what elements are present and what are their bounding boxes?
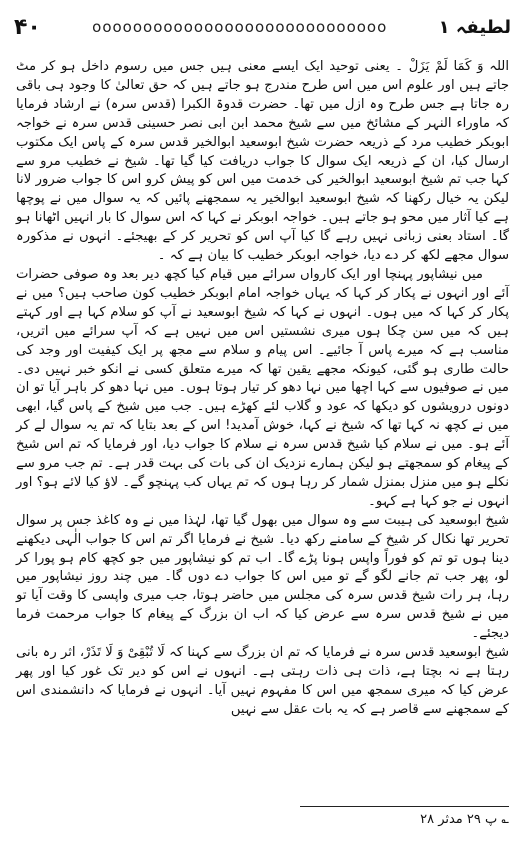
footnote: ؎ پ ۲۹ مدثر ۲۸ [420, 812, 509, 827]
paragraph: شیخ ابوسعید کی ہیبت سے وہ سوال میں بھول گیا تھا، لہٰذا میں نے وہ کاغذ جس پر سوال تحریر تھا نکال کر شیخ کے سامنے رکھ دیا۔ شیخ نے فرمایا اگر تم اس کا جواب الٰہی دیکھنے دینا ہوں تو تم کو فوراً واپس ہونا پڑے گا۔ اب تم کو نیشاپور میں جو کچھ کام ہو پورا کر لو، پھر جب تم جانے لگو گے تو میں اس کا جواب دے دوں گا۔ میں چند روز نیشاپور میں رہا، ہر رات شیخ قدس سرہ کی مجلس میں حاضر ہوتا، جب میری واپسی کا وقت آیا تو میں نے شیخ قدس سرہ سے عرض کیا کہ اب ان بزرگ کے پیغام کا جواب مرحمت فرما دیجئے۔ [16, 512, 509, 642]
paragraph: اللہ وَ کَمَا لَمْ یَزَلْ ۔ یعنی توحید ایک ایسے معنی ہیں جس میں رسوم داخل ہو کر مٹ جاتے ہیں اور علوم اس میں اس طرح مندرج ہو جاتے ہیں کہ حق تعالیٰ کا وجود ہی باقی رہ جاتا ہے جس طرح وہ ازل میں تھا۔ حضرت قدوۃ الکبرا (قدس سرہ) نے ارشاد فرمایا کہ ماوراء النہر کے مشائخ میں سے شیخ محمد ابن ابی نصر حسینی قدس سرہ نے خواجہ ابوبکر خطیب مرد کے ذریعہ حضرت شیخ ابوسعید ابوالخیر قدس سرہ کے پاس ایک مکتوب ارسال کیا، ان کے ذریعہ ایک سوال کا جواب دریافت کیا گیا تھا۔ شیخ نے خطیب مرو سے کہا جب تم شیخ ابوسعید ابوالخیر کی خدمت میں اس کو پیش کرو اس کا جواب ضرور لانا لیکن یہ خیال رکھنا کہ شیخ ابوسعید ابوالخیر یہ سمجھنے پائیں کہ یہ سوال میں نے پوچھا ہے کیا آثار میں محو ہو جاتے ہیں۔ خواجہ ابوبکر نے کہا کہ اس سوال کا بار انہیں اٹھانا ہو گا۔ استاد بعنی زبانی نہیں رہے گا کیا آپ اس کو تحریر کر کے بھیجئے۔ انہوں نے مذکورہ سوال مجھے لکھ کر دے دیا، خواجہ ابوبکر خطیب کا بیان ہے کہ ۔ [16, 59, 509, 264]
header-ornament: ooooooooooooooooooooooooooooo [92, 18, 388, 36]
paragraph: میں نیشاپور پہنچا اور ایک کارواں سرائے میں قیام کیا کچھ دیر بعد وہ صوفی حضرات آئے اور انہوں نے پکار کر کہا کہ یہاں خواجہ امام ابوبکر خطیب کون صاحب ہیں؟ میں نے پکار کر کہا کہ میں ہوں۔ انہوں نے کہا کہ شیخ ابوسعید نے آپ کو سلام کہا ہے اور کہتے ہیں کہ میں سن چکا ہوں میری نشستیں اس میں نہیں ہے کہ آپ سرائے میں اتریں، مناسب ہے کہ میرے پاس آ جائیے۔ اس پیام و سلام سے مجھ پر ایک کیفیت اور وجد کی حالت طاری ہو گئی، کیونکہ مجھے یقین تھا کہ میرے متعلق کسی نے انکو خبر نہیں دی۔ میں نے صوفیوں سے کہا اچھا میں نہا دھو کر تیار ہوتا ہوں۔ میں نہا دھو کر باہر آیا تو ان دونوں درویشوں کو دیکھا کہ عود و گلاب لئے کھڑے ہیں۔ جب میں شیخ کے پاس گیا، ابھی میں نے کچھ نہ کہا تھا کہ شیخ نے کہا، خوش آمدید! اس کے بعد بتایا کہ تم یہ سوال لے کر آئے ہو۔ میں نے سلام کیا شیخ قدس سرہ نے سلام کا جواب دیا، اور فرمایا کہ تم اس شیخ کے پیغام کو سمجھتے ہو لیکن ہمارے نزدیک ان کی بات کی بہت قدر ہے۔ تم جب مرو سے نکلے ہو میں منزل بمنزل شمار کر رہا ہوں کہ تم یہاں کب پہنچو گے۔ لاؤ کیا لائے ہو؟ اور انہوں نے جو کہا ہے کہو۔ [16, 266, 509, 509]
footnote-divider [300, 806, 509, 807]
paragraph: شیخ ابوسعید قدس سرہ نے فرمایا کہ تم ان بزرگ سے کہنا کہ لَا تُبْقِیْ وَ لَا تَذَرْ، اثر رہ بانی رہتا ہے نہ بچتا ہے، ذات ہی ذات رہتی ہے۔ انہوں نے اس کو دیر تک غور کیا اور پھر عرض کیا کہ میری سمجھ میں اس کا مفہوم نہیں آیا۔ انہوں نے فرمایا کہ دانشمندی اس کے سمجھنے سے قاصر ہے کہ یہ بات عقل سے نہیں [16, 645, 509, 717]
section-label: لطیفہ ۱ [438, 16, 511, 38]
body-text [16, 58, 509, 720]
page-number: ۴۰ [14, 14, 41, 40]
page-header [14, 12, 511, 42]
